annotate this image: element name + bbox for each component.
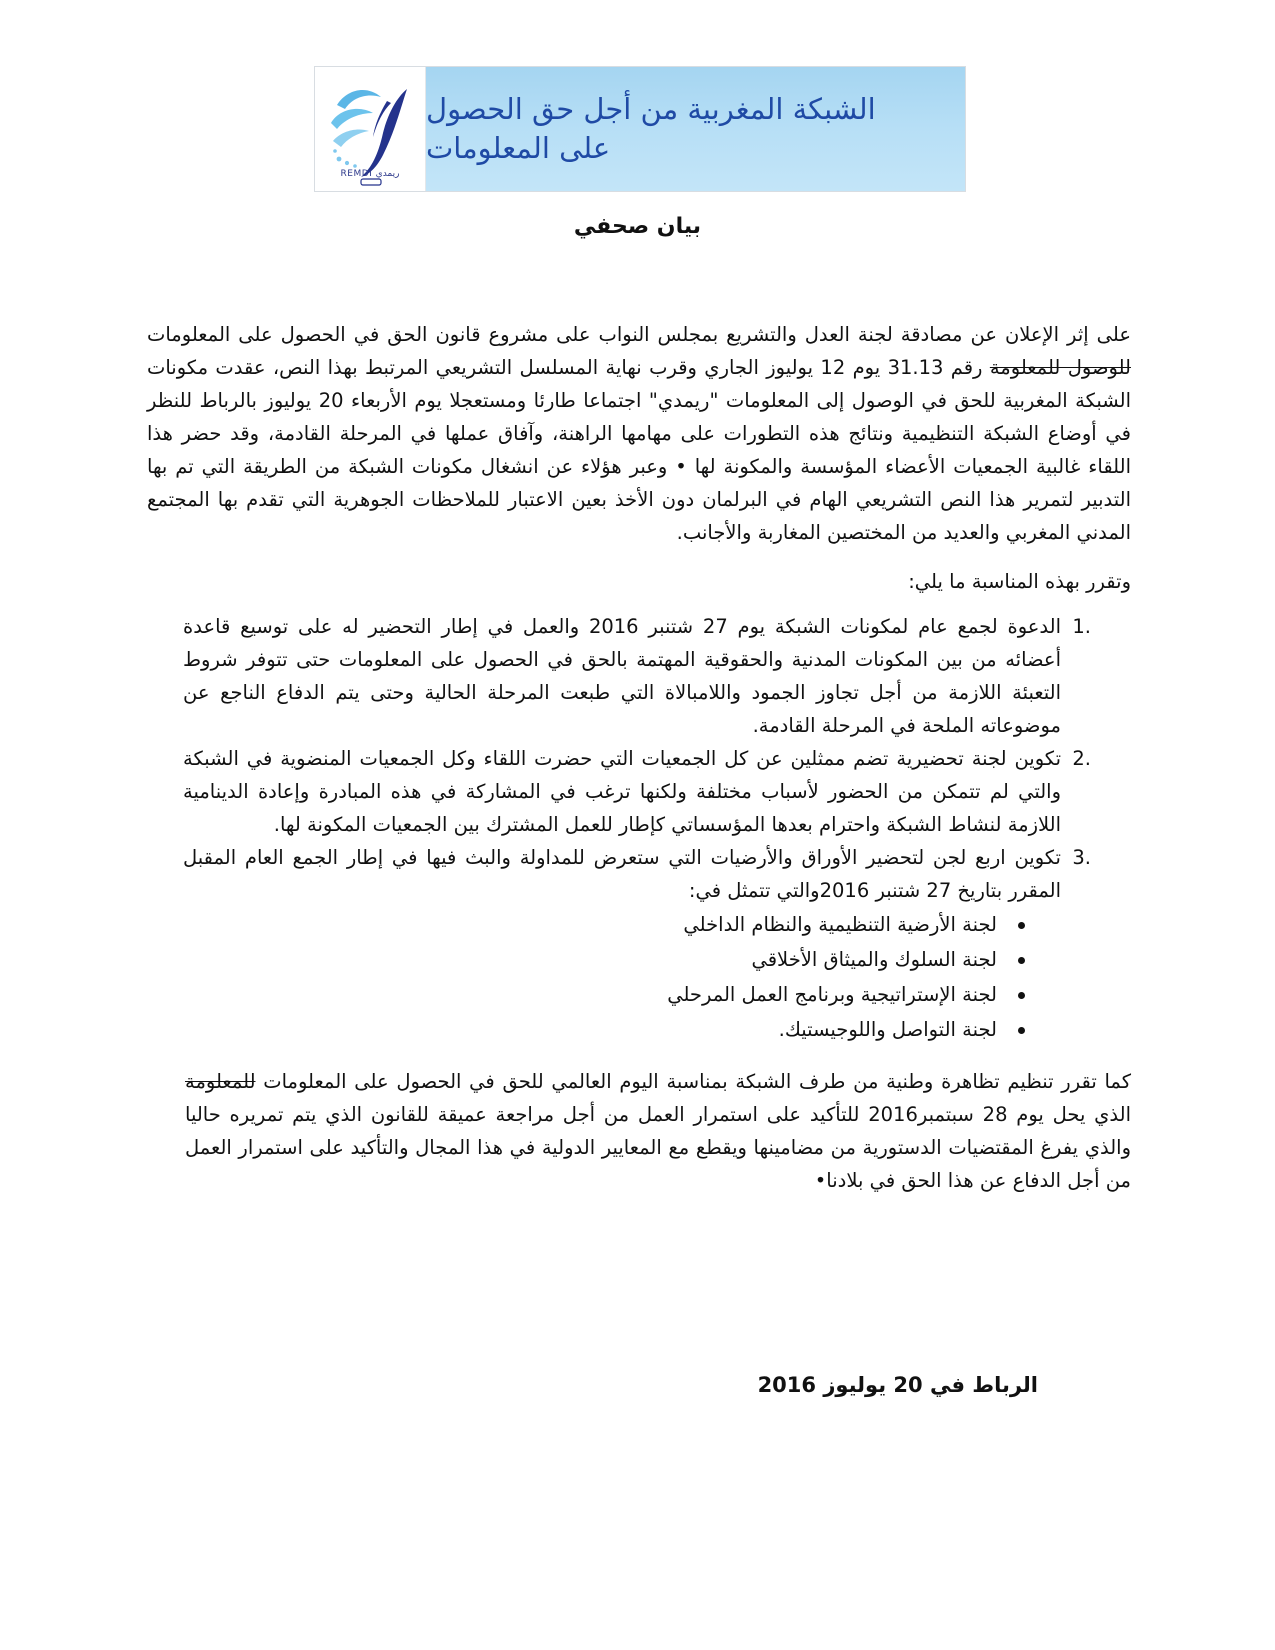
organization-name-banner bbox=[426, 67, 965, 191]
intro-text-part2: رقم 31.13 يوم 12 يوليوز الجاري وقرب نهاية المسلسل التشريعي المرتبط بهذا النص، عقدت مكونات الشبكة المغربية للحق في الوصول إلى المعلومات "ريمدي" اجتماعا طارئا ومستعجلا يوم الأربعاء 20 يوليوز بالرباط للنظر في أوضاع الشبكة التنظيمية ونتائج هذه التطورات على مهامها الراهنة، وآفاق عملها في المرحلة القادمة، وقد حضر هذا اللقاء غالبية الجمعيات الأعضاء المؤسسة والمكونة لها • وعبر هؤلاء عن انشغال مكونات الشبكة من الطريقة التي تم بها التدبير لتمرير هذا النص التشريعي الهام في البرلمان دون الأخذ بعين الاعتبار للملاحظات الجوهرية التي تقدم بها المجتمع المدني المغربي والعديد من المختصين المغاربة والأجانب. bbox=[147, 356, 1131, 544]
logo-caption: REMDI ريمدي bbox=[340, 169, 400, 179]
committee-item bbox=[183, 907, 1025, 942]
decision-number: 1. bbox=[1072, 615, 1091, 638]
closing-text-part2: الذي يحل يوم 28 سبتمبر2016 للتأكيد على استمرار العمل من أجل مراجعة عميقة للقانون الذي يتم تمريره حاليا والذي يفرغ المقتضيات الدستورية من مضامينها ويقطع مع المعايير الدولية في هذا المجال والتأكيد على استمرار العمل من أجل الدفاع عن هذا الحق في بلادنا• bbox=[185, 1103, 1131, 1192]
closing-struck-text: للمعلومة bbox=[185, 1070, 256, 1093]
intro-paragraph bbox=[147, 318, 1131, 549]
organization-logo bbox=[315, 67, 426, 191]
bullet-icon bbox=[1018, 1027, 1025, 1034]
committee-item bbox=[183, 977, 1025, 1012]
org-name-line1: الشبكة المغربية من أجل حق الحصول bbox=[426, 91, 876, 126]
decision-number: 2. bbox=[1072, 747, 1091, 770]
closing-text-part1: كما تقرر تنظيم تظاهرة وطنية من طرف الشبكة بمناسبة اليوم العالمي للحق في الحصول على المعلومات bbox=[255, 1070, 1131, 1093]
intro-text-part1: على إثر الإعلان عن مصادقة لجنة العدل والتشريع بمجلس النواب على مشروع قانون الحق في الحصول على المعلومات bbox=[147, 323, 1131, 346]
decision-item bbox=[183, 841, 1091, 1047]
bullet-icon bbox=[1018, 922, 1025, 929]
committee-item bbox=[183, 1012, 1025, 1047]
decision-item bbox=[183, 610, 1091, 742]
document-title: بيان صحفي bbox=[573, 214, 702, 239]
decisions-list bbox=[147, 610, 1131, 1047]
decision-text: الدعوة لجمع عام لمكونات الشبكة يوم 27 شتنبر 2016 والعمل في إطار التحضير له على توسيع قاعدة أعضائه من بين المكونات المدنية والحقوقية المهتمة بالحق في الحصول على المعلومات حتى تتوفر شروط التعبئة اللازمة من أجل تجاوز الجمود واللامبالاة التي طبعت المرحلة الحالية وحتى يتم الدفاع الناجع عن موضوعاته الملحة في المرحلة القادمة. bbox=[183, 615, 1062, 737]
decision-number: 3. bbox=[1072, 846, 1091, 869]
bullet-icon bbox=[1018, 992, 1025, 999]
closing-paragraph bbox=[185, 1065, 1131, 1197]
decision-text: تكوين اربع لجن لتحضير الأوراق والأرضيات التي ستعرض للمداولة والبث فيها في إطار الجمع العام المقبل المقرر بتاريخ 27 شتنبر 2016والتي تتمثل في: bbox=[183, 846, 1061, 902]
committee-label: لجنة الإستراتيجية وبرنامج العمل المرحلي bbox=[667, 983, 997, 1006]
committees-list bbox=[183, 907, 1061, 1047]
decision-text: تكوين لجنة تحضيرية تضم ممثلين عن كل الجمعيات التي حضرت اللقاء وكل الجمعيات المنضوية في الشبكة والتي لم تتمكن من الحضور لأسباب مختلفة ولكنها ترغب في المشاركة في هذه المبادرة وإعادة الدينامية اللازمة لنشاط الشبكة واحترام بعدها المؤسساتي كإطار للعمل المشترك بين الجمعيات المكونة لها. bbox=[183, 747, 1061, 836]
signature-date-line: الرباط في 20 يوليوز 2016 bbox=[757, 1373, 1038, 1397]
document-body bbox=[147, 318, 1131, 1197]
committee-label: لجنة السلوك والميثاق الأخلاقي bbox=[751, 948, 997, 971]
bullet-icon bbox=[1018, 957, 1025, 964]
header-banner bbox=[314, 66, 966, 192]
committee-label: لجنة التواصل واللوجيستيك. bbox=[778, 1018, 997, 1041]
decision-item bbox=[183, 742, 1091, 841]
committee-item bbox=[183, 942, 1025, 977]
org-name-line2: على المعلومات bbox=[426, 131, 611, 165]
committee-label: لجنة الأرضية التنظيمية والنظام الداخلي bbox=[683, 913, 997, 936]
intro-struck-text: للوصول للمعلومة bbox=[989, 356, 1131, 379]
decisions-intro: وتقرر بهذه المناسبة ما يلي: bbox=[908, 570, 1131, 593]
